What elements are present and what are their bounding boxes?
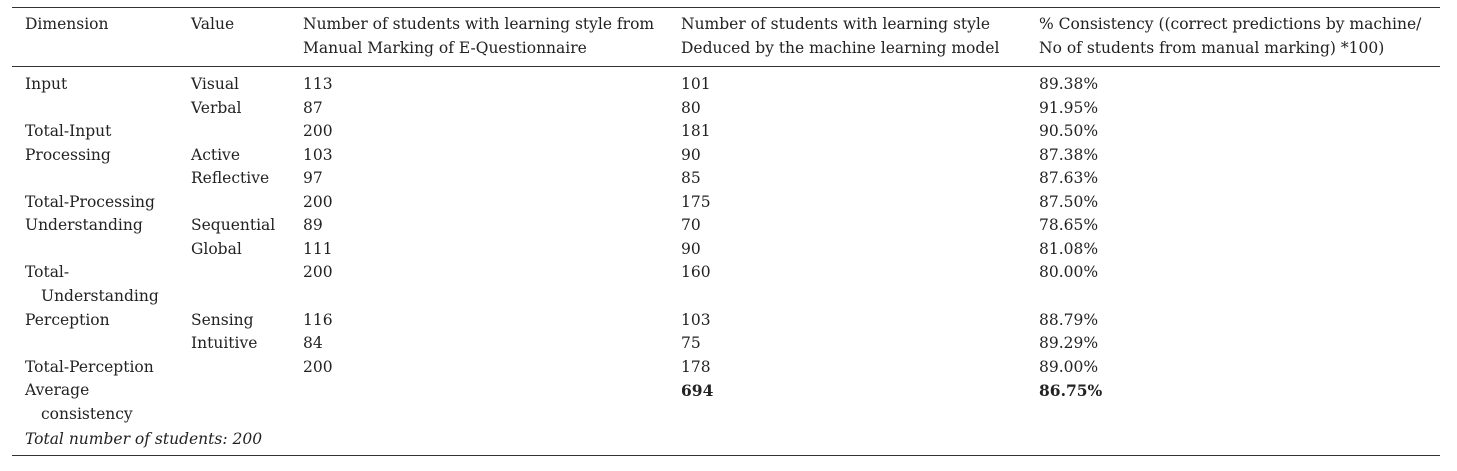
cell-consistency-average: 86.75% [1039,381,1103,400]
header-machine [681,13,999,60]
cell-consistency: 89.38% [1039,75,1099,93]
cell-consistency: 89.00% [1039,357,1099,376]
cell-dimension-line2: consistency [41,404,133,423]
cell-manual: 200 [303,192,333,211]
header-dimension: Dimension [25,15,109,33]
cell-machine: 178 [681,357,711,376]
cell-consistency: 87.63% [1039,169,1099,187]
cell-machine: 90 [681,239,701,258]
cell-machine: 90 [681,145,701,164]
cell-manual: 200 [303,122,333,140]
cell-consistency: 80.00% [1039,263,1099,281]
cell-machine: 101 [681,75,711,93]
cell-consistency: 89.29% [1039,334,1099,352]
cell-manual: 200 [303,357,333,376]
cell-manual: 103 [303,145,333,164]
cell-consistency: 78.65% [1039,216,1099,234]
cell-consistency: 91.95% [1039,98,1099,117]
header-value: Value [191,15,235,33]
cell-machine: 85 [681,169,701,187]
header-consistency [1039,13,1421,60]
header-consistency-line1: % Consistency ((correct predictions by machine/ [1039,15,1422,33]
cell-dimension: Total-Input [25,122,112,140]
cell-machine: 80 [681,98,701,117]
cell-manual: 84 [303,334,323,352]
cell-machine: 75 [681,334,701,352]
header-manual-line2: Manual Marking of E-Questionnaire [303,38,587,57]
cell-dimension [25,379,133,426]
cell-dimension: Processing [25,145,111,164]
cell-manual: 97 [303,169,323,187]
cell-value: Verbal [191,98,242,117]
cell-value: Active [191,145,240,164]
cell-value: Sensing [191,310,254,329]
header-machine-line1: Number of students with learning style [681,15,991,33]
header-machine-line2: Deduced by the machine learning model [681,38,1000,57]
header-manual-line1: Number of students with learning style from [303,15,655,33]
header-manual [303,13,654,60]
top-rule [12,7,1440,8]
cell-machine: 181 [681,122,711,140]
cell-manual: 116 [303,310,333,329]
cell-machine-total: 694 [681,381,714,400]
cell-machine: 103 [681,310,711,329]
bottom-rule [12,455,1440,456]
cell-dimension: Total-Perception [25,357,154,376]
cell-dimension: Input [25,75,68,93]
table-footnote: Total number of students: 200 [25,430,263,448]
cell-manual: 200 [303,263,333,281]
cell-dimension: Total-Processing [25,192,155,211]
cell-consistency: 88.79% [1039,310,1099,329]
cell-value: Intuitive [191,334,258,352]
cell-machine: 160 [681,263,711,281]
cell-machine: 70 [681,216,701,234]
cell-consistency: 87.50% [1039,192,1099,211]
cell-manual: 113 [303,75,333,93]
cell-manual: 111 [303,239,333,258]
cell-value: Sequential [191,216,276,234]
cell-dimension-line2: Understanding [41,286,159,305]
cell-dimension-line1: Average [25,381,90,399]
cell-dimension: Perception [25,310,110,329]
cell-dimension-line1: Total- [25,263,70,281]
cell-dimension: Understanding [25,216,143,234]
cell-value: Reflective [191,169,270,187]
cell-value: Visual [191,75,240,93]
cell-dimension [25,261,159,308]
cell-manual: 87 [303,98,323,117]
cell-consistency: 81.08% [1039,239,1099,258]
header-rule [12,66,1440,67]
header-consistency-line2: No of students from manual marking) *100) [1039,38,1385,57]
cell-manual: 89 [303,216,323,234]
cell-machine: 175 [681,192,711,211]
cell-consistency: 87.38% [1039,145,1099,164]
cell-consistency: 90.50% [1039,122,1099,140]
cell-value: Global [191,239,242,258]
